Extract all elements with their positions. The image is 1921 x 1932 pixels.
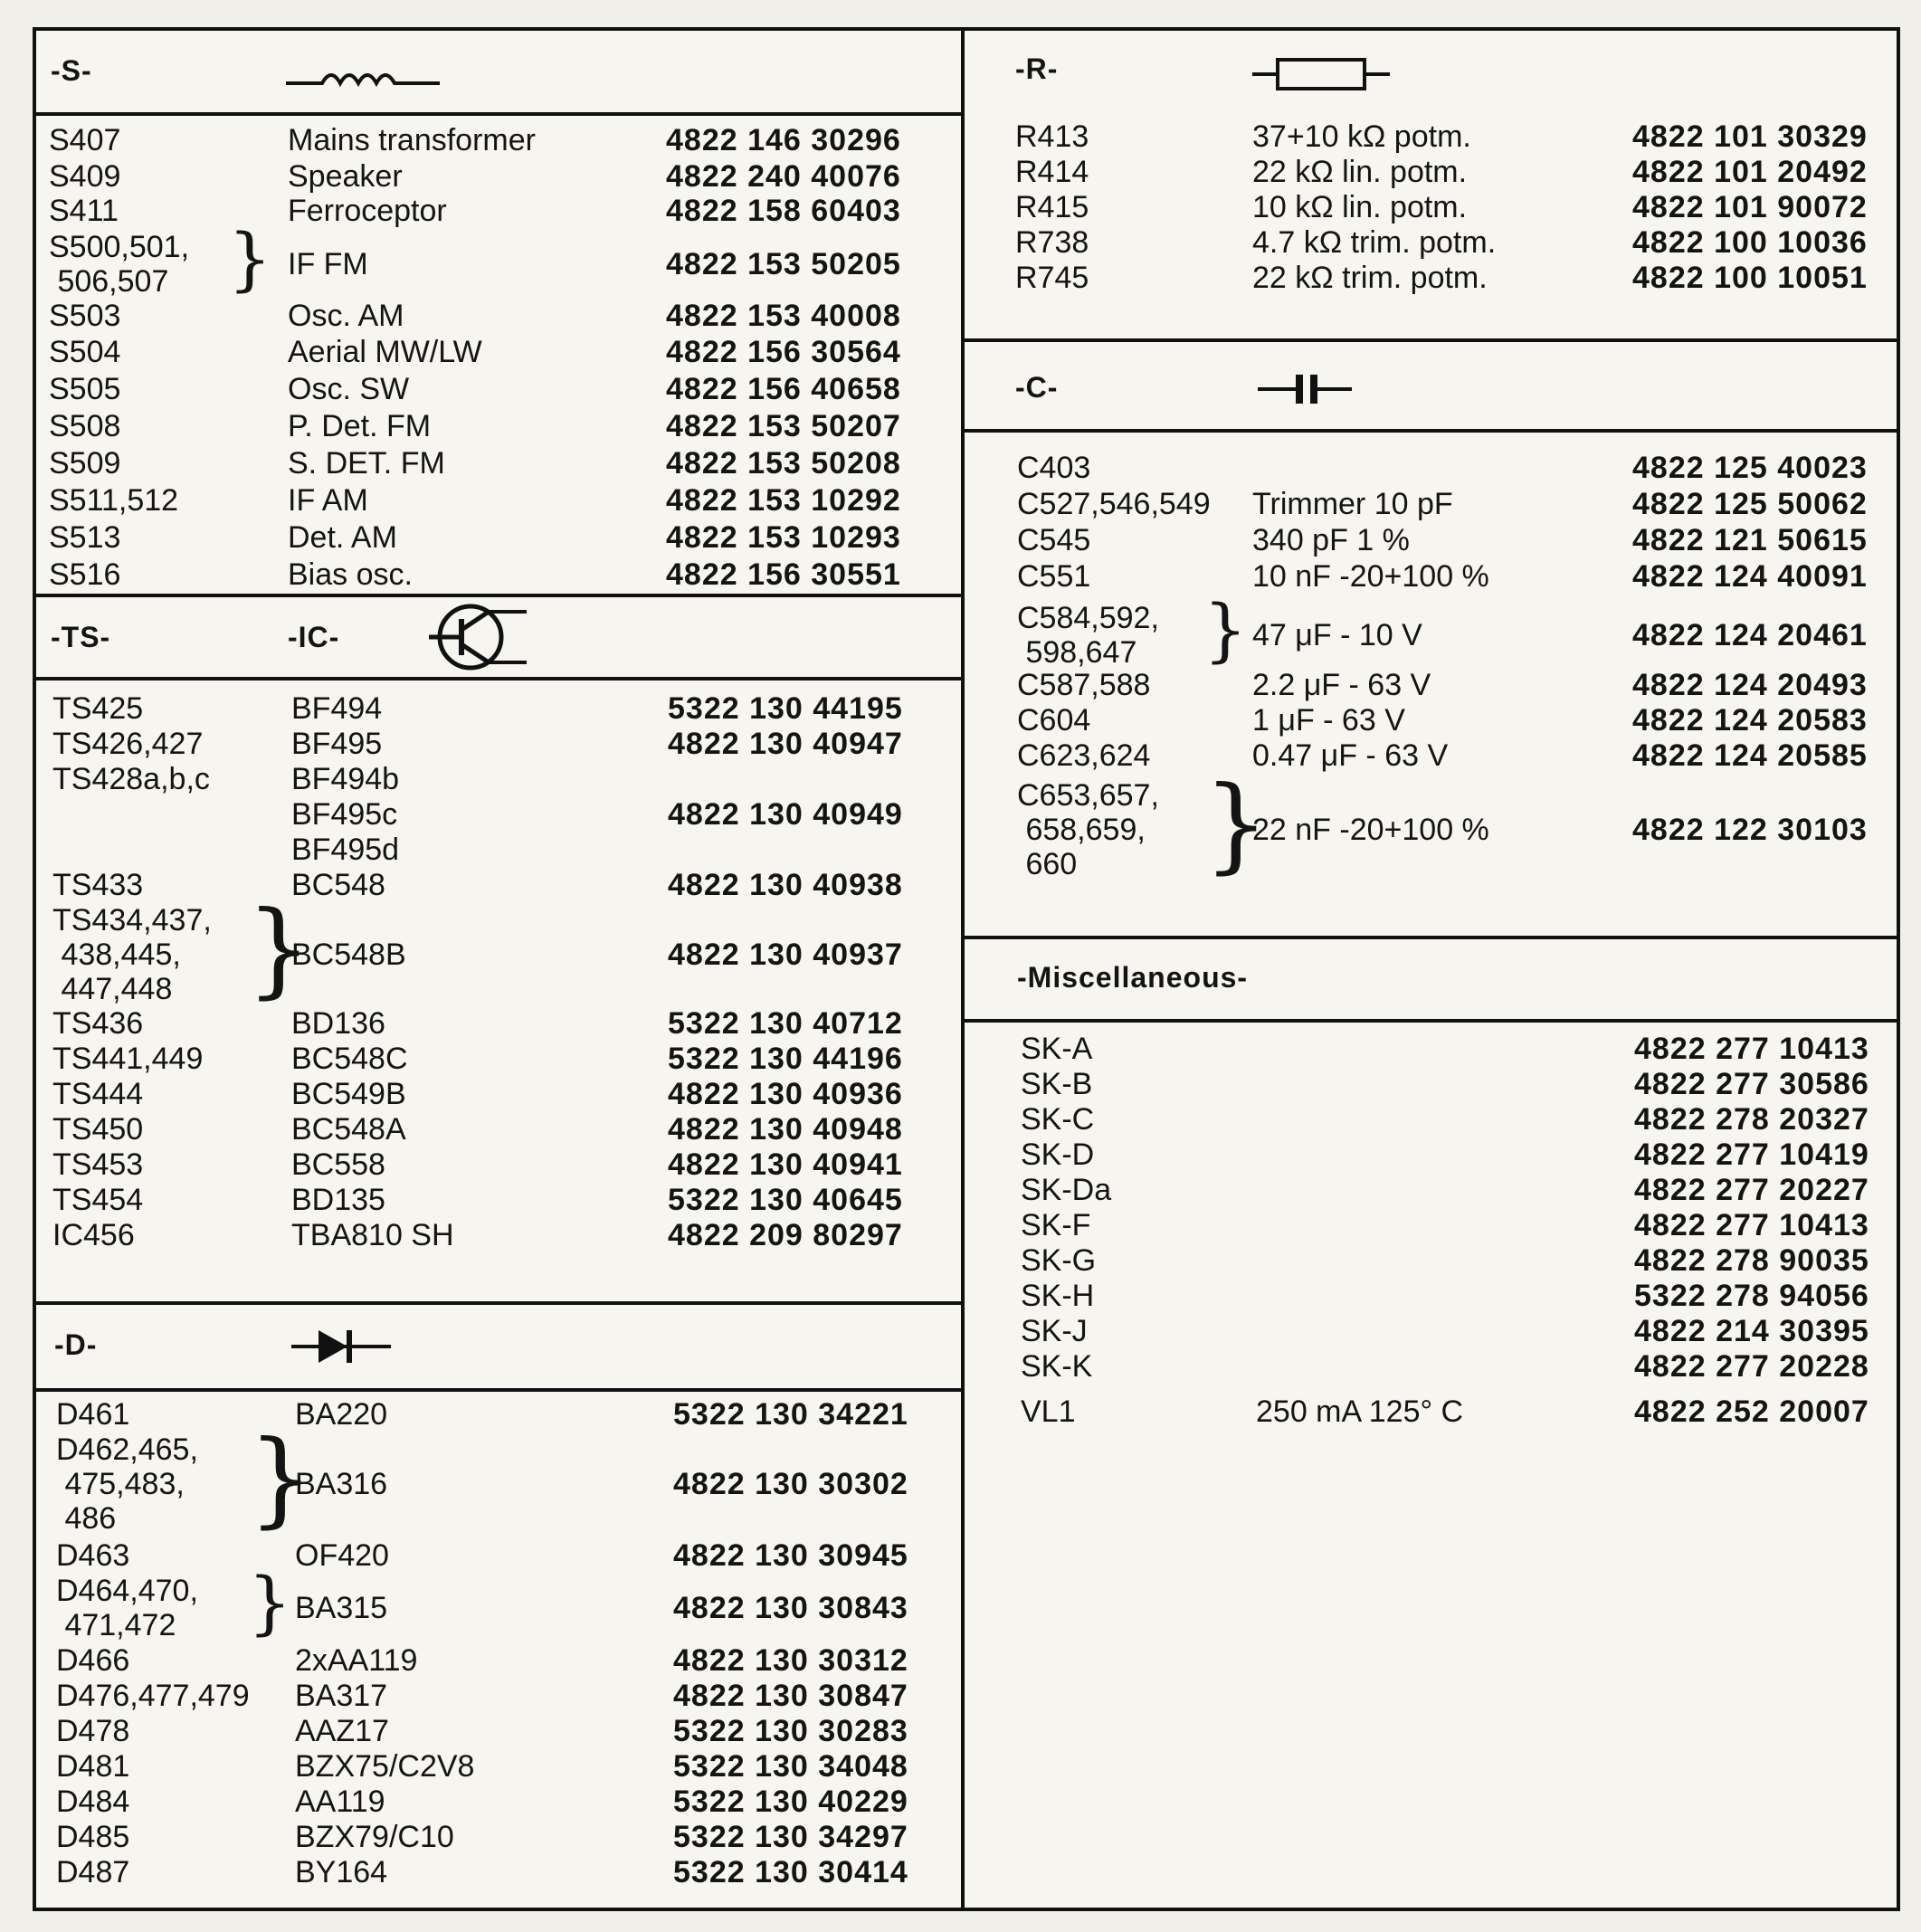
part-code: 4822 124 20461	[1632, 618, 1868, 652]
part-code: 4822 130 40941	[668, 1147, 903, 1182]
part-reference: D462,465, 475,483, 486	[56, 1432, 198, 1536]
part-reference: S504	[49, 335, 121, 369]
d-section-header: -D-	[54, 1328, 98, 1361]
part-description: BF494b	[291, 762, 400, 796]
part-reference: D487	[56, 1855, 130, 1889]
part-code: 4822 130 40937	[668, 937, 903, 972]
part-description: BC548	[291, 868, 385, 902]
part-row	[0, 589, 1921, 670]
part-code: 4822 278 90035	[1634, 1243, 1869, 1278]
part-row	[0, 409, 1921, 443]
part-description: S. DET. FM	[288, 446, 445, 481]
part-code: 4822 277 10413	[1634, 1032, 1869, 1066]
part-reference: D476,477,479	[56, 1679, 250, 1713]
part-description: 22 kΩ trim. potm.	[1252, 261, 1488, 295]
part-row	[0, 261, 1921, 295]
part-row	[0, 1208, 1921, 1242]
part-code: 5322 130 44195	[668, 691, 903, 726]
part-reference: C527,546,549	[1017, 487, 1211, 521]
part-reference: S503	[49, 299, 121, 333]
part-description: Osc. AM	[288, 299, 404, 333]
part-row	[0, 523, 1921, 557]
part-code: 4822 277 10413	[1634, 1208, 1869, 1242]
part-code: 5322 130 40229	[673, 1784, 908, 1819]
part-row	[0, 1067, 1921, 1101]
part-row	[0, 1562, 1921, 1642]
part-reference: C551	[1017, 559, 1091, 594]
part-reference: C403	[1017, 451, 1091, 485]
part-code: 5322 130 34297	[673, 1820, 908, 1854]
part-description: 340 pF 1 %	[1252, 523, 1410, 557]
part-code: 4822 100 10036	[1632, 225, 1868, 260]
part-row	[0, 703, 1921, 738]
part-reference: TS434,437, 438,445, 447,448	[52, 903, 212, 1006]
part-row	[0, 1820, 1921, 1854]
part-description: Trimmer 10 pF	[1252, 487, 1453, 521]
part-code: 5322 130 44196	[668, 1042, 903, 1076]
part-description: BF495d	[291, 833, 400, 867]
part-reference: SK-B	[1021, 1067, 1093, 1101]
part-code: 4822 277 30586	[1634, 1067, 1869, 1101]
part-description: BC548B	[291, 937, 406, 972]
part-description: BD136	[291, 1006, 385, 1041]
part-code: 4822 124 20585	[1632, 738, 1868, 773]
part-description: 37+10 kΩ potm.	[1252, 119, 1471, 154]
part-code: 4822 125 40023	[1632, 451, 1868, 485]
part-reference: TS441,449	[52, 1042, 204, 1076]
part-row	[0, 190, 1921, 224]
part-description: 1 μF - 63 V	[1252, 703, 1405, 738]
part-row	[0, 372, 1921, 406]
part-code: 4822 146 30296	[666, 123, 901, 157]
part-description: 2xAA119	[295, 1643, 418, 1678]
part-reference: D466	[56, 1643, 130, 1678]
part-reference: TS450	[52, 1112, 144, 1147]
s-section-header: -S-	[51, 54, 92, 87]
part-code: 4822 278 20327	[1634, 1102, 1869, 1137]
part-row	[0, 1137, 1921, 1172]
inductor-icon	[286, 58, 440, 94]
part-code: 4822 130 40947	[668, 727, 903, 761]
part-code: 4822 252 20007	[1634, 1394, 1869, 1429]
part-row	[0, 559, 1921, 594]
part-code: 5322 130 40712	[668, 1006, 903, 1041]
part-code: 4822 277 20227	[1634, 1173, 1869, 1207]
grouping-brace: }	[246, 889, 312, 1009]
part-description: 10 kΩ lin. potm.	[1252, 190, 1468, 224]
part-row	[0, 487, 1921, 521]
part-reference: R738	[1015, 225, 1089, 260]
part-reference: D481	[56, 1749, 130, 1784]
part-description: BF495c	[291, 797, 398, 832]
part-code: 4822 130 30945	[673, 1538, 908, 1573]
part-row	[0, 1749, 1921, 1784]
part-reference: TS454	[52, 1183, 144, 1217]
part-reference: SK-D	[1021, 1137, 1095, 1172]
part-description: Bias osc.	[288, 557, 413, 592]
grouping-brace: }	[1203, 764, 1270, 884]
part-code: 4822 156 40658	[666, 372, 901, 406]
part-code: 4822 130 30302	[673, 1467, 908, 1501]
part-description: 10 nF -20+100 %	[1252, 559, 1489, 594]
part-row	[0, 668, 1921, 702]
ts-section-header: -TS-	[51, 621, 111, 653]
part-code: 4822 101 20492	[1632, 155, 1868, 189]
part-code: 4822 153 10292	[666, 483, 901, 518]
part-reference: C653,657, 658,659, 660	[1017, 778, 1159, 881]
part-description: BY164	[295, 1855, 388, 1889]
capacitor-icon	[1258, 369, 1352, 409]
part-reference: TS425	[52, 691, 144, 726]
part-row	[0, 451, 1921, 485]
part-code: 4822 100 10051	[1632, 261, 1868, 295]
part-reference: C584,592, 598,647	[1017, 601, 1159, 670]
part-description: AAZ17	[295, 1714, 389, 1748]
part-row	[0, 1679, 1921, 1713]
part-row	[0, 1714, 1921, 1748]
s-header-rule	[33, 112, 965, 116]
part-row	[0, 1394, 1921, 1429]
part-code: 4822 130 30312	[673, 1643, 908, 1678]
part-description: BA315	[295, 1591, 388, 1625]
part-reference: S411	[49, 194, 119, 228]
part-row	[0, 119, 1921, 154]
part-description: 2.2 μF - 63 V	[1252, 668, 1431, 702]
part-reference: TS426,427	[52, 727, 204, 761]
part-code: 4822 130 40949	[668, 797, 903, 832]
part-reference: D464,470, 471,472	[56, 1574, 198, 1642]
part-row	[0, 1314, 1921, 1348]
part-reference: VL1	[1021, 1394, 1076, 1429]
part-code: 4822 156 30551	[666, 557, 901, 592]
ic-section-header: -IC-	[288, 621, 340, 653]
part-code: 5322 278 94056	[1634, 1279, 1869, 1313]
part-description: Mains transformer	[288, 123, 536, 157]
part-row	[0, 1643, 1921, 1678]
part-reference: C545	[1017, 523, 1091, 557]
part-row	[0, 1032, 1921, 1066]
part-description: IF AM	[288, 483, 368, 518]
grouping-brace: }	[248, 1562, 292, 1642]
ts-top-rule	[33, 594, 965, 597]
part-code: 4822 240 40076	[666, 159, 901, 194]
part-description: Ferroceptor	[288, 194, 447, 228]
part-description: BA316	[295, 1467, 388, 1501]
part-code: 4822 130 30847	[673, 1679, 908, 1713]
part-reference: C623,624	[1017, 738, 1151, 773]
part-code: 4822 122 30103	[1632, 813, 1868, 847]
part-code: 4822 153 50208	[666, 446, 901, 481]
part-description: AA119	[295, 1784, 385, 1819]
part-reference: TS428a,b,c	[52, 762, 210, 796]
part-description: Det. AM	[288, 520, 397, 555]
part-row	[0, 1102, 1921, 1137]
grouping-brace: }	[228, 218, 272, 299]
part-description: 0.47 μF - 63 V	[1252, 738, 1449, 773]
resistor-icon	[1252, 54, 1390, 94]
part-description: 250 mA 125° C	[1256, 1394, 1464, 1429]
part-description: 22 kΩ lin. potm.	[1252, 155, 1468, 189]
part-code: 4822 124 20583	[1632, 703, 1868, 738]
part-reference: R415	[1015, 190, 1089, 224]
part-description: BA220	[295, 1397, 388, 1432]
part-reference: D478	[56, 1714, 130, 1748]
part-reference: S509	[49, 446, 121, 481]
part-code: 5322 130 34048	[673, 1749, 908, 1784]
part-description: BD135	[291, 1183, 385, 1217]
part-code: 4822 209 80297	[668, 1218, 903, 1252]
part-code: 4822 124 40091	[1632, 559, 1868, 594]
part-code: 4822 153 50207	[666, 409, 901, 443]
part-code: 4822 121 50615	[1632, 523, 1868, 557]
part-reference: S508	[49, 409, 121, 443]
part-description: OF420	[295, 1538, 389, 1573]
part-row	[0, 1279, 1921, 1313]
part-description: BZX75/C2V8	[295, 1749, 475, 1784]
part-reference: S511,512	[49, 483, 179, 518]
part-code: 4822 125 50062	[1632, 487, 1868, 521]
part-reference: TS444	[52, 1077, 144, 1111]
part-reference: IC456	[52, 1218, 135, 1252]
part-code: 4822 156 30564	[666, 335, 901, 369]
part-row	[0, 1173, 1921, 1207]
part-reference: S513	[49, 520, 121, 555]
part-description: BF494	[291, 691, 383, 726]
part-description: BF495	[291, 727, 383, 761]
grouping-brace: }	[248, 1418, 314, 1538]
part-code: 4822 101 30329	[1632, 119, 1868, 154]
part-description: BC548C	[291, 1042, 408, 1076]
part-row	[0, 335, 1921, 369]
part-reference: R745	[1015, 261, 1089, 295]
part-reference: TS436	[52, 1006, 144, 1041]
part-code: 4822 130 40948	[668, 1112, 903, 1147]
part-description: 22 nF -20+100 %	[1252, 813, 1489, 847]
part-reference: SK-F	[1021, 1208, 1091, 1242]
part-reference: SK-Da	[1021, 1173, 1112, 1207]
part-description: BA317	[295, 1679, 388, 1713]
misc-section-header: -Miscellaneous-	[1017, 961, 1249, 994]
part-description: Speaker	[288, 159, 403, 194]
part-description: BC549B	[291, 1077, 406, 1111]
part-code: 4822 153 10293	[666, 520, 901, 555]
grouping-brace: }	[1203, 589, 1248, 670]
part-reference: SK-C	[1021, 1102, 1095, 1137]
part-row	[0, 764, 1921, 884]
part-row	[0, 225, 1921, 260]
part-reference: D485	[56, 1820, 130, 1854]
part-description: P. Det. FM	[288, 409, 432, 443]
part-description: BC548A	[291, 1112, 406, 1147]
part-reference: D463	[56, 1538, 130, 1573]
part-row	[0, 1243, 1921, 1278]
part-code: 4822 214 30395	[1634, 1314, 1869, 1348]
part-code: 5322 130 34221	[673, 1397, 908, 1432]
part-reference: R413	[1015, 119, 1089, 154]
part-reference: SK-J	[1021, 1314, 1088, 1348]
part-reference: D484	[56, 1784, 130, 1819]
c-section-header: -C-	[1015, 371, 1059, 404]
part-code: 4822 153 40008	[666, 299, 901, 333]
part-reference: D461	[56, 1397, 130, 1432]
part-row	[0, 1784, 1921, 1819]
part-row	[0, 1349, 1921, 1384]
part-description: BZX79/C10	[295, 1820, 454, 1854]
part-code: 4822 158 60403	[666, 194, 901, 228]
part-reference: TS453	[52, 1147, 144, 1182]
part-reference: TS433	[52, 868, 144, 902]
part-row	[0, 299, 1921, 333]
part-row	[0, 1418, 1921, 1538]
part-reference: S505	[49, 372, 121, 406]
part-description: 47 μF - 10 V	[1252, 618, 1422, 652]
part-code: 4822 130 40936	[668, 1077, 903, 1111]
part-code: 4822 130 40938	[668, 868, 903, 902]
part-row	[0, 889, 1921, 1009]
part-code: 4822 101 90072	[1632, 190, 1868, 224]
part-reference: SK-H	[1021, 1279, 1095, 1313]
part-reference: S516	[49, 557, 121, 592]
part-description: BC558	[291, 1147, 385, 1182]
part-description: Aerial MW/LW	[288, 335, 482, 369]
part-description: 4.7 kΩ trim. potm.	[1252, 225, 1497, 260]
part-code: 4822 153 50205	[666, 247, 901, 281]
part-code: 4822 277 10419	[1634, 1137, 1869, 1172]
part-row	[0, 155, 1921, 189]
part-code: 5322 130 30414	[673, 1855, 908, 1889]
part-description: Osc. SW	[288, 372, 410, 406]
part-code: 4822 277 20228	[1634, 1349, 1869, 1384]
part-reference: SK-K	[1021, 1349, 1093, 1384]
part-reference: C604	[1017, 703, 1091, 738]
part-row	[0, 1855, 1921, 1889]
part-reference: R414	[1015, 155, 1089, 189]
part-description: IF FM	[288, 247, 368, 281]
part-code: 5322 130 30283	[673, 1714, 908, 1748]
part-row	[0, 738, 1921, 773]
d-header-rule	[33, 1388, 965, 1392]
part-reference: S409	[49, 159, 121, 194]
part-reference: S500,501, 506,507	[49, 230, 190, 299]
part-reference: S407	[49, 123, 121, 157]
part-reference: C587,588	[1017, 668, 1151, 702]
part-code: 5322 130 40645	[668, 1183, 903, 1217]
part-code: 4822 124 20493	[1632, 668, 1868, 702]
part-reference: SK-A	[1021, 1032, 1093, 1066]
part-description: TBA810 SH	[291, 1218, 454, 1252]
part-reference: SK-G	[1021, 1243, 1097, 1278]
part-code: 4822 130 30843	[673, 1591, 908, 1625]
r-section-header: -R-	[1015, 52, 1059, 85]
